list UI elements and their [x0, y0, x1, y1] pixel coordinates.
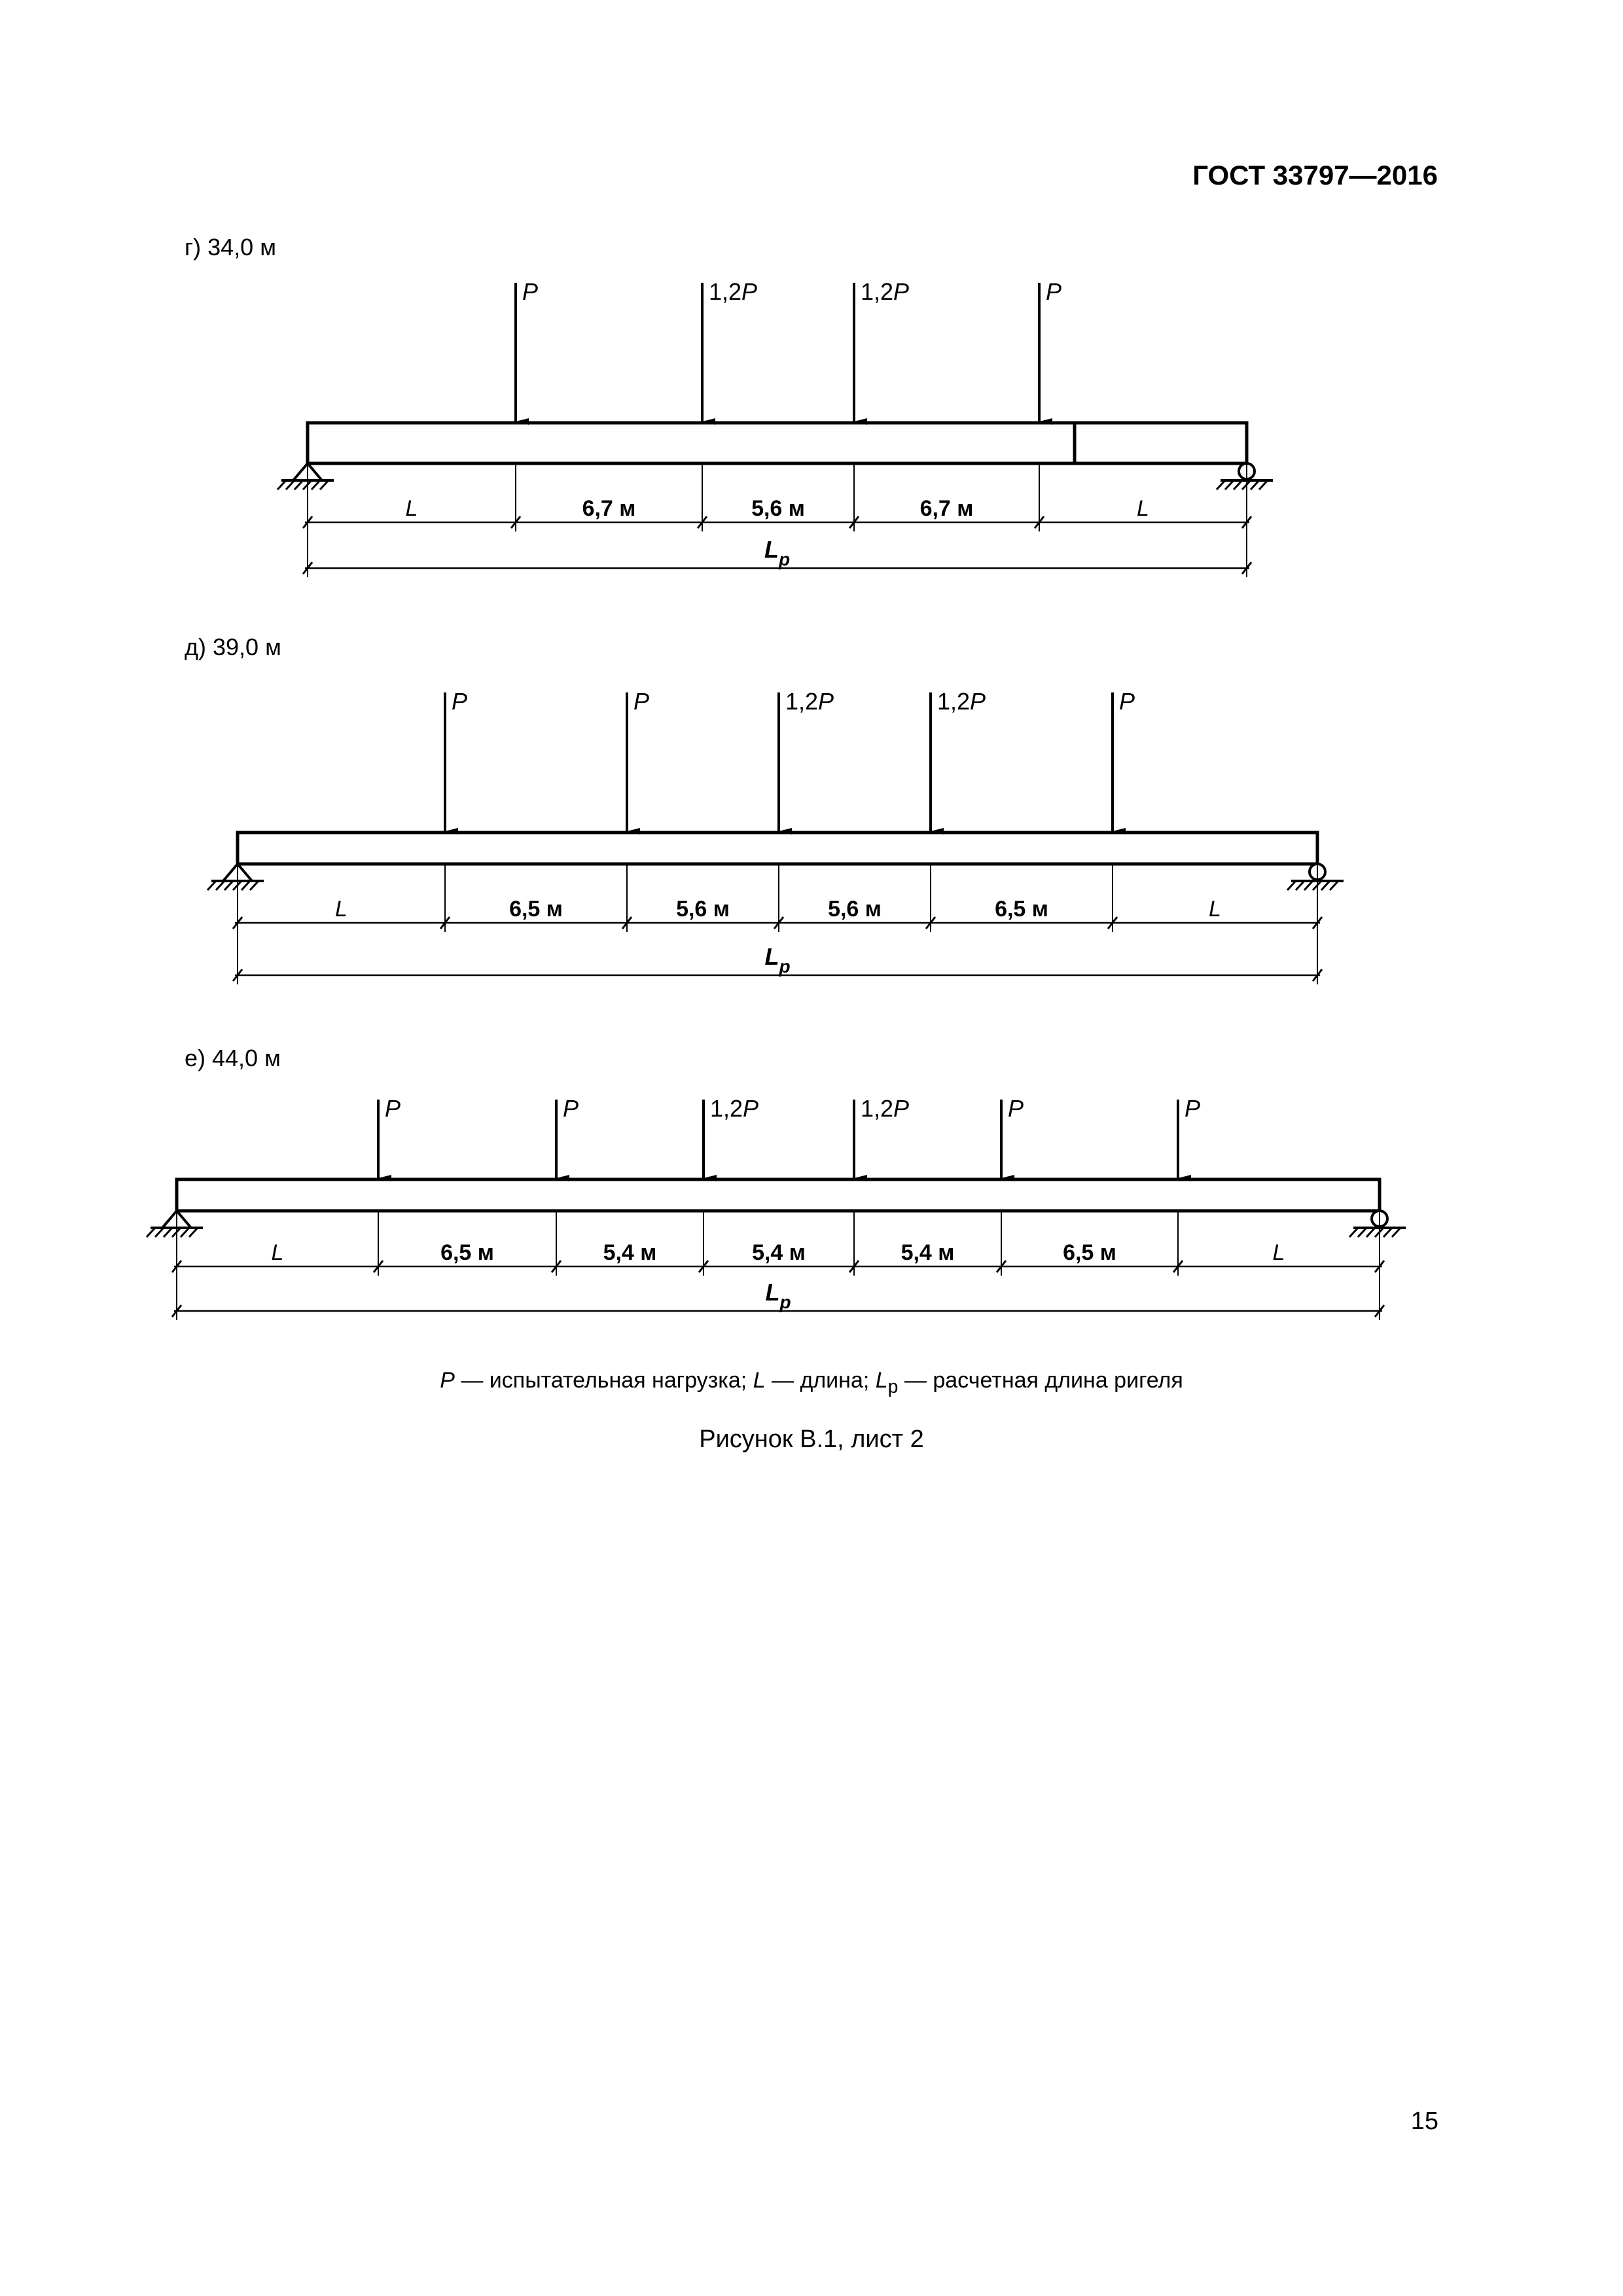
legend-l-symbol: L [753, 1368, 766, 1393]
diagram-d-segment-label: 5,6 м [828, 897, 882, 922]
diagram-e-pin-support-hatch [147, 1229, 154, 1237]
diagram-g-segment-label: 6,7 м [582, 496, 636, 521]
diagram-g-load-symbol: P [1046, 278, 1062, 305]
diagram-e-load-label [1185, 1095, 1200, 1122]
diagram-d-total-length-subscript: p [779, 956, 791, 977]
diagram-d-segment-label: 6,5 м [509, 897, 563, 922]
diagram-e-segment-label: 5,4 м [603, 1240, 657, 1265]
diagram-e-segment-label: 6,5 м [1063, 1240, 1116, 1265]
diagram-d-segment-label: L [335, 897, 348, 922]
diagram-e-load-label [563, 1095, 579, 1122]
diagram-d-load-symbol: P [452, 688, 468, 715]
diagram-e-load-symbol: P [743, 1095, 759, 1122]
diagram-e-load-symbol: P [1185, 1095, 1201, 1122]
diagram-d-load-coefficient: 1,2 [937, 688, 971, 715]
diagram-e-load-symbol: P [1008, 1095, 1024, 1122]
diagram-e-load-coefficient: 1,2 [710, 1095, 743, 1122]
diagram-e-roller-support-hatch [1349, 1229, 1357, 1237]
diagram-e-pin-support-hatch [164, 1229, 171, 1237]
diagram-e-segment-label: 6,5 м [440, 1240, 494, 1265]
diagram-g-load-symbol: P [893, 278, 910, 305]
legend-lp-text: — расчетная длина ригеля [898, 1368, 1183, 1393]
diagram-d-load-coefficient: 1,2 [785, 688, 819, 715]
document-code: ГОСТ 33797—2016 [1192, 160, 1438, 190]
diagram-d-load-symbol: P [818, 688, 834, 715]
diagram-d-segment-label: L [1209, 897, 1221, 922]
diagram-e-total-length-symbol: L [765, 1279, 780, 1306]
diagram-e-load-label [861, 1095, 909, 1122]
diagram-d-load-symbol: P [1119, 688, 1135, 715]
diagram-d-segment-label: 5,6 м [676, 897, 730, 922]
page-number: 15 [1410, 2108, 1438, 2135]
diagram-e-pin-support-hatch [155, 1229, 163, 1237]
diagram-title-g: г) 34,0 м [185, 234, 276, 260]
diagram-e-load-symbol: P [385, 1095, 401, 1122]
diagram-title-e: е) 44,0 м [185, 1045, 281, 1071]
diagram-g-segment-label: L [1137, 496, 1149, 521]
diagram-g-load-coefficient: 1,2 [861, 278, 894, 305]
diagram-g-total-length-symbol: L [764, 536, 779, 563]
diagram-title-d: д) 39,0 м [185, 634, 281, 660]
legend-p-symbol: P [440, 1368, 455, 1393]
diagram-d-load-symbol: P [970, 688, 986, 715]
diagram-e-roller-support-hatch [1366, 1229, 1374, 1237]
diagram-e-load-label [385, 1095, 401, 1122]
diagram-e-pin-support-hatch [181, 1229, 188, 1237]
diagram-e-segment-label: L [1272, 1240, 1285, 1265]
diagram-e-load-label [710, 1095, 758, 1122]
diagram-g-load-symbol: P [741, 278, 758, 305]
diagram-e-segment-label: 5,4 м [901, 1240, 955, 1265]
diagram-e-load-symbol: P [893, 1095, 910, 1122]
diagram-e-roller-support-hatch [1392, 1229, 1400, 1237]
diagram-e-load-symbol: P [563, 1095, 579, 1122]
figure-legend [0, 1368, 1623, 1398]
legend-l-text: — длина; [765, 1368, 876, 1393]
diagram-g-segment-label: 5,6 м [751, 496, 805, 521]
diagram-e-load-coefficient: 1,2 [861, 1095, 894, 1122]
diagram-g-load-symbol: P [522, 278, 539, 305]
diagram-d-total-length-symbol: L [764, 943, 779, 970]
diagram-g-segment-label: L [405, 496, 418, 521]
diagram-g-total-length-subscript: p [778, 549, 791, 569]
diagram-g-load-coefficient: 1,2 [709, 278, 742, 305]
legend-lp-subscript: p [887, 1376, 899, 1397]
legend-p-text: — испытательная нагрузка; [454, 1368, 753, 1393]
diagram-g-segment-label: 6,7 м [919, 496, 974, 521]
diagram-d-load-symbol: P [633, 688, 650, 715]
diagram-e-total-length-label [765, 1279, 791, 1312]
legend-lp-symbol: L [875, 1368, 888, 1393]
diagram-e-total-length-subscript: p [779, 1292, 791, 1312]
diagram-d-segment-label: 6,5 м [995, 897, 1048, 922]
diagram-e-pin-support-hatch [189, 1229, 197, 1237]
diagram-e-segment-label: L [271, 1240, 284, 1265]
diagram-e-beam [177, 1179, 1380, 1211]
figure-caption: Рисунок В.1, лист 2 [699, 1426, 924, 1453]
diagram-e-load-label [1008, 1095, 1024, 1122]
diagram-e-segment-label: 5,4 м [752, 1240, 806, 1265]
diagram-e-roller-support-hatch [1358, 1229, 1366, 1237]
diagram-e-roller-support-hatch [1383, 1229, 1391, 1237]
